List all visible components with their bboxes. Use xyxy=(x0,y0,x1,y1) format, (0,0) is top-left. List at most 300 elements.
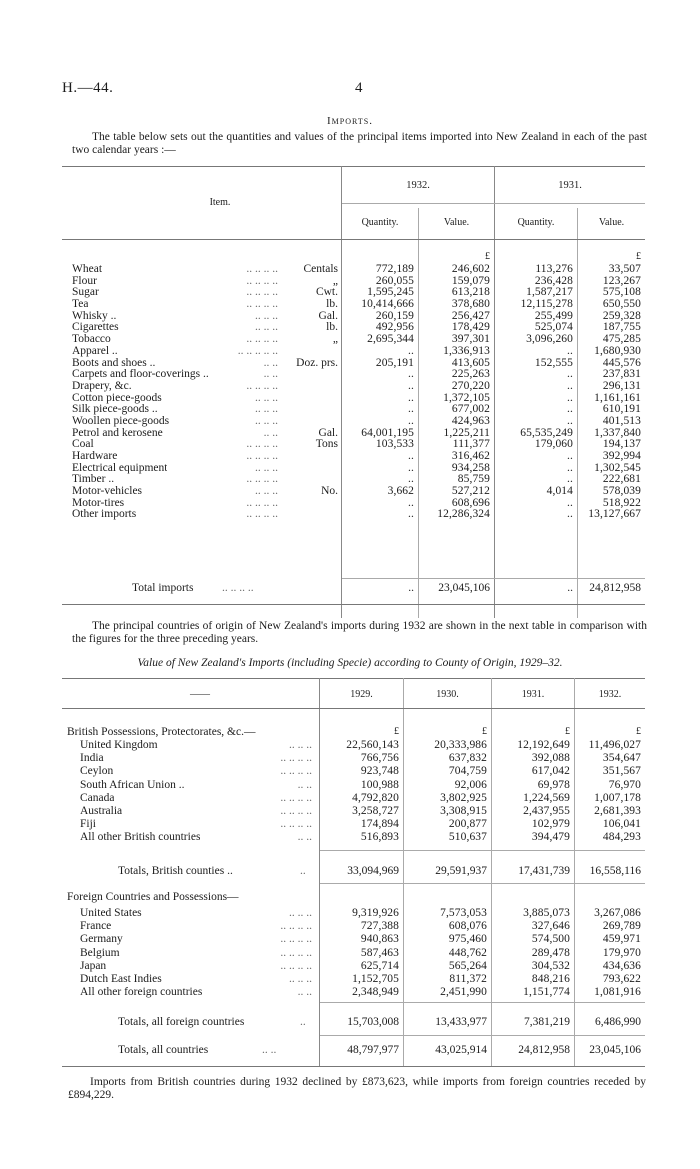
quantity-1932: .. xyxy=(408,414,414,427)
quantity-1932: .. xyxy=(408,391,414,404)
value-1929: 727,388 xyxy=(360,920,399,933)
value-1931: 392,088 xyxy=(531,752,570,765)
value-1932: 613,218 xyxy=(451,286,490,299)
value-1931: 1,337,840 xyxy=(594,426,641,439)
table-row xyxy=(0,368,700,380)
value-1932: 434,636 xyxy=(602,959,641,972)
country-name: France xyxy=(80,920,112,933)
leader-dots: .. .. .. .. xyxy=(246,379,278,392)
leader-dots: .. .. .. .. xyxy=(280,946,312,959)
unit: lb. xyxy=(326,321,338,334)
value-1931: 617,042 xyxy=(531,765,570,778)
table-row xyxy=(0,275,700,287)
quantity-1931: .. xyxy=(567,403,573,416)
value-1930: 200,877 xyxy=(448,818,487,831)
total-q1931: .. xyxy=(567,582,573,594)
leader-dots: .. .. .. .. xyxy=(280,804,312,817)
value-1931-header: Value. xyxy=(598,217,625,228)
value-1932: 316,462 xyxy=(451,450,490,462)
item-name: Motor-vehicles xyxy=(72,485,143,498)
foreign-total-top-rule xyxy=(320,1002,645,1003)
country-name: India xyxy=(80,752,104,765)
table-row xyxy=(0,485,700,497)
table-row xyxy=(0,739,700,752)
table-bottom-rule xyxy=(62,604,645,605)
foreign-heading: Foreign Countries and Possessions— xyxy=(67,891,239,903)
table-row xyxy=(0,286,700,298)
country-name: Japan xyxy=(80,959,107,972)
value-1932: 246,602 xyxy=(451,263,490,275)
unit: Cwt. xyxy=(315,286,338,299)
leader-dots: .. .. .. xyxy=(255,414,278,427)
value-1932: 1,372,105 xyxy=(443,391,490,404)
foreign-total-1929: 15,703,008 xyxy=(347,1016,399,1028)
quantity-1932: .. xyxy=(408,344,414,357)
table-row xyxy=(0,960,700,973)
grand-total-1929: 48,797,977 xyxy=(347,1044,399,1056)
item-name: Carpets and floor-coverings .. xyxy=(72,368,209,381)
value-1929: 2,348,949 xyxy=(352,986,399,999)
pound-sign-1929: £ xyxy=(394,726,399,737)
value-1930: 20,333,986 xyxy=(434,739,487,751)
unit: Tons xyxy=(315,438,338,451)
country-name: Ceylon xyxy=(80,765,114,778)
value-1932: 527,212 xyxy=(451,485,490,498)
total-imports-dots: .. .. .. .. xyxy=(222,582,254,594)
value-1931: 2,437,955 xyxy=(523,804,570,817)
value-1929: 923,748 xyxy=(360,765,399,778)
value-1932: 256,427 xyxy=(451,309,490,322)
value-1931: 610,191 xyxy=(602,403,641,416)
value-1929: 625,714 xyxy=(360,959,399,972)
unit: No. xyxy=(321,485,338,498)
value-1931: 1,161,161 xyxy=(594,391,641,404)
value-1932: 225,263 xyxy=(451,368,490,381)
country-name: South African Union .. xyxy=(80,778,185,791)
quantity-1931: 113,276 xyxy=(535,263,573,275)
quantity-1931: 525,074 xyxy=(534,321,573,334)
value-1932: 677,002 xyxy=(451,403,490,416)
leader-dots: .. .. .. xyxy=(289,739,312,751)
country-name: All other foreign countries xyxy=(80,986,203,999)
value-1932: 934,258 xyxy=(451,461,490,474)
value-1931: 13,127,667 xyxy=(588,508,641,521)
quantity-1932: .. xyxy=(408,368,414,381)
quantity-1931: 4,014 xyxy=(546,485,573,498)
value-1930: 811,372 xyxy=(449,972,487,985)
quantity-1931: .. xyxy=(567,414,573,427)
value-1932: 351,567 xyxy=(602,765,641,778)
table-row xyxy=(0,907,700,920)
table-row xyxy=(0,310,700,322)
british-heading: British Possessions, Protectorates, &c.— xyxy=(67,726,256,738)
value-1932: 424,963 xyxy=(451,414,490,427)
item-column-header: Item. xyxy=(209,197,231,208)
quantity-1932: 205,191 xyxy=(375,356,414,369)
leader-dots: .. .. .. xyxy=(255,321,278,334)
total-v1932: 23,045,106 xyxy=(438,582,490,594)
value-1932: 1,225,211 xyxy=(443,426,490,439)
value-1931: 194,137 xyxy=(602,438,641,451)
foreign-total-1932: 6,486,990 xyxy=(595,1016,641,1028)
value-1931: 1,151,774 xyxy=(523,986,570,999)
unit: Gal. xyxy=(318,426,338,439)
leader-dots: .. .. .. .. xyxy=(246,298,278,311)
value-1930: 565,264 xyxy=(448,959,487,972)
unit: „ xyxy=(332,274,338,287)
value-1931: 575,108 xyxy=(602,286,641,299)
value-1932: 459,971 xyxy=(602,933,641,946)
british-total-top-rule xyxy=(320,850,645,851)
unit: Centals xyxy=(303,263,338,275)
table-row xyxy=(0,497,700,509)
leader-dots: .. .. .. xyxy=(255,391,278,404)
leader-dots: .. .. xyxy=(297,986,312,999)
item-name: Silk piece-goods .. xyxy=(72,403,158,416)
quantity-1932: 3,662 xyxy=(387,485,414,498)
foreign-rows xyxy=(0,907,700,999)
imports-items-rows xyxy=(0,263,700,520)
value-1931: 296,131 xyxy=(602,379,641,392)
quantity-1931: 152,555 xyxy=(534,356,573,369)
value-1931: 102,979 xyxy=(531,818,570,831)
quantity-1932: .. xyxy=(408,473,414,486)
value-1930: 3,308,915 xyxy=(440,804,487,817)
item-name: Whisky .. xyxy=(72,309,117,322)
total-imports-label: Total imports xyxy=(132,582,194,594)
item-name: Woollen piece-goods xyxy=(72,414,170,427)
item-name: Cotton piece-goods xyxy=(72,391,162,404)
countries-paragraph: The principal countries of origin of New Zealand's imports during 1932 are shown in the next table in comparison with the figures for the three preceding years. xyxy=(72,620,647,645)
country-name: Belgium xyxy=(80,946,120,959)
table-row xyxy=(0,947,700,960)
value-1932: 179,970 xyxy=(602,946,641,959)
table-row xyxy=(0,462,700,474)
intro-paragraph: The table below sets out the quantities and values of the principal items imported into New Zealand in each of the past two calendar years :— xyxy=(72,131,647,156)
value-1929: 940,863 xyxy=(360,933,399,946)
year-header-rule xyxy=(342,203,645,204)
leader-dots: .. .. .. .. xyxy=(246,263,278,275)
item-name: Petrol and kerosene xyxy=(72,426,163,439)
leader-dots: .. .. xyxy=(263,426,278,439)
table-header-rule xyxy=(62,239,645,240)
value-1932: 76,970 xyxy=(608,778,641,791)
value-1931: 848,216 xyxy=(531,972,570,985)
quantity-1931: 179,060 xyxy=(534,438,573,451)
leader-dots: .. .. .. .. xyxy=(246,333,278,346)
value-1932: 178,429 xyxy=(451,321,490,334)
country-name: United States xyxy=(80,907,142,919)
value-1931: 259,328 xyxy=(602,309,641,322)
quantity-1932: 2,695,344 xyxy=(367,333,414,346)
leader-dots: .. .. .. xyxy=(255,461,278,474)
quantity-1931: 65,535,249 xyxy=(520,426,573,439)
leader-dots: .. .. .. .. xyxy=(246,286,278,299)
unit: Doz. prs. xyxy=(296,356,338,369)
quantity-1932: .. xyxy=(408,403,414,416)
pound-sign-1931: £ xyxy=(565,726,570,737)
table-row xyxy=(0,986,700,999)
leader-dots: .. .. .. .. xyxy=(280,765,312,778)
quantity-1932: 1,595,245 xyxy=(367,286,414,299)
value-1931: 12,192,649 xyxy=(517,739,570,751)
value-1932: 378,680 xyxy=(451,298,490,311)
table-row xyxy=(0,345,700,357)
value-1930: 704,759 xyxy=(448,765,487,778)
leader-dots: .. .. .. .. xyxy=(246,496,278,509)
leader-dots: .. .. .. xyxy=(289,972,312,985)
table-row xyxy=(0,973,700,986)
footer-paragraph: Imports from British countries during 1932 declined by £873,623, while imports from foreign countries receded by £894,229. xyxy=(68,1076,646,1101)
table-top-rule xyxy=(62,166,645,167)
table-row xyxy=(0,392,700,404)
document-reference: H.—44. xyxy=(62,80,114,96)
grand-total-1931: 24,812,958 xyxy=(518,1044,570,1056)
value-1932: 12,286,324 xyxy=(437,508,490,521)
leader-dots: .. .. .. .. xyxy=(280,791,312,804)
leader-dots: .. .. .. .. xyxy=(280,933,312,946)
quantity-1932-header: Quantity. xyxy=(361,217,399,228)
table-row xyxy=(0,779,700,792)
value-1932: 793,622 xyxy=(602,972,641,985)
unit: „ xyxy=(332,333,338,346)
value-1932: 106,041 xyxy=(602,818,641,831)
item-name: Other imports xyxy=(72,508,137,521)
value-1932: 3,267,086 xyxy=(594,907,641,919)
value-1931: 401,513 xyxy=(602,414,641,427)
table-row xyxy=(0,805,700,818)
item-name: Electrical equipment xyxy=(72,461,168,474)
value-1930: 448,762 xyxy=(448,946,487,959)
total-q1932: .. xyxy=(408,582,414,594)
value-1932: 608,696 xyxy=(451,496,490,509)
british-total-1931: 17,431,739 xyxy=(518,865,570,877)
table-row xyxy=(0,380,700,392)
quantity-1931: .. xyxy=(567,368,573,381)
value-1932: 11,496,027 xyxy=(588,739,641,751)
value-1932: 270,220 xyxy=(451,379,490,392)
value-1931: 1,680,930 xyxy=(594,344,641,357)
quantity-1931: .. xyxy=(567,450,573,462)
total-top-rule xyxy=(342,578,645,579)
table-row xyxy=(0,263,700,275)
year-1932-header: 1932. xyxy=(598,689,622,700)
unit: lb. xyxy=(326,298,338,311)
country-name: United Kingdom xyxy=(80,739,158,751)
country-name: Dutch East Indies xyxy=(80,972,162,985)
value-1931: 578,039 xyxy=(602,485,641,498)
value-1930: 975,460 xyxy=(448,933,487,946)
item-name: Tea xyxy=(72,298,89,311)
quantity-1932: 10,414,666 xyxy=(361,298,414,311)
quantity-1931: 1,587,217 xyxy=(526,286,573,299)
grand-total-label: Totals, all countries xyxy=(118,1044,209,1056)
value-1931: 69,978 xyxy=(537,778,570,791)
value-1931: 123,267 xyxy=(602,274,641,287)
value-1931: 445,576 xyxy=(602,356,641,369)
value-1931: 187,755 xyxy=(602,321,641,334)
value-1932: 159,079 xyxy=(451,274,490,287)
quantity-1932: 260,159 xyxy=(375,309,414,322)
year-1931-header: 1931. xyxy=(558,180,582,191)
year-1931-header: 1931. xyxy=(521,689,545,700)
value-1932: 1,336,913 xyxy=(443,344,490,357)
leader-dots: .. .. xyxy=(297,778,312,791)
pound-sign-1931: £ xyxy=(636,251,641,262)
item-name: Motor-tires xyxy=(72,496,125,509)
quantity-1931: .. xyxy=(567,508,573,521)
table-row xyxy=(0,450,700,462)
foreign-total-dots: .. xyxy=(300,1016,306,1028)
quantity-1932: 772,189 xyxy=(375,263,414,275)
grand-total-dots: .. .. xyxy=(262,1044,277,1056)
value-1932: 484,293 xyxy=(602,831,641,844)
quantity-1932: .. xyxy=(408,461,414,474)
british-total-dots: .. xyxy=(300,865,306,877)
british-total-1929: 33,094,969 xyxy=(347,865,399,877)
country-name: Germany xyxy=(80,933,123,946)
value-1931: 33,507 xyxy=(608,263,641,275)
leader-dots: .. .. xyxy=(263,368,278,381)
value-1929: 3,258,727 xyxy=(352,804,399,817)
table-row xyxy=(0,415,700,427)
leader-dots: .. .. .. .. xyxy=(280,752,312,765)
british-rows xyxy=(0,739,700,845)
foreign-total-bottom-rule xyxy=(320,1035,645,1036)
value-1930: 7,573,053 xyxy=(440,907,487,919)
table2-caption: Value of New Zealand's Imports (including Specie) according to County of Origin, 1929–32. xyxy=(137,657,563,669)
leader-dots: .. .. .. .. xyxy=(246,508,278,521)
british-total-1932: 16,558,116 xyxy=(589,865,641,877)
value-1931: 327,646 xyxy=(531,920,570,933)
item-name: Hardware xyxy=(72,450,118,462)
leader-dots: .. .. .. xyxy=(255,309,278,322)
value-1930: 92,006 xyxy=(454,778,487,791)
value-1931: 392,994 xyxy=(602,450,641,462)
item-name: Cigarettes xyxy=(72,321,119,334)
value-1931: 3,885,073 xyxy=(523,907,570,919)
quantity-1931: 3,096,260 xyxy=(526,333,573,346)
quantity-1931: .. xyxy=(567,461,573,474)
quantity-1932: 64,001,195 xyxy=(361,426,414,439)
item-name: Sugar xyxy=(72,286,99,299)
value-1931: 237,831 xyxy=(602,368,641,381)
item-name: Flour xyxy=(72,274,97,287)
pound-sign-1930: £ xyxy=(482,726,487,737)
leader-dots: .. .. .. .. xyxy=(246,274,278,287)
value-1929: 174,894 xyxy=(360,818,399,831)
value-1931: 222,681 xyxy=(602,473,641,486)
quantity-1931: .. xyxy=(567,473,573,486)
country-name: Fiji xyxy=(80,818,96,831)
leader-dots: .. .. .. .. xyxy=(280,959,312,972)
country-name: Australia xyxy=(80,804,123,817)
leader-dots: .. .. .. .. xyxy=(246,438,278,451)
british-total-1930: 29,591,937 xyxy=(435,865,487,877)
leader-dots: .. .. .. xyxy=(255,403,278,416)
quantity-1932: 492,956 xyxy=(375,321,414,334)
quantity-1932: .. xyxy=(408,496,414,509)
british-total-bottom-rule xyxy=(320,883,645,884)
value-1932: 269,789 xyxy=(602,920,641,933)
item-name: Drapery, &c. xyxy=(72,379,132,392)
value-1931: 394,479 xyxy=(531,831,570,844)
item-name: Boots and shoes .. xyxy=(72,356,156,369)
leader-dots: .. .. xyxy=(263,356,278,369)
grand-total-1932: 23,045,106 xyxy=(589,1044,641,1056)
table2-bottom-rule xyxy=(62,1066,645,1067)
quantity-1931: .. xyxy=(567,391,573,404)
year-1929-header: 1929. xyxy=(350,689,373,700)
grand-total-1930: 43,025,914 xyxy=(435,1044,487,1056)
leader-dots: .. .. .. xyxy=(255,485,278,498)
value-1932: 111,377 xyxy=(452,438,490,451)
foreign-total-1930: 13,433,977 xyxy=(435,1016,487,1028)
value-1932: 354,647 xyxy=(602,752,641,765)
table-row xyxy=(0,508,700,520)
table-row xyxy=(0,333,700,345)
pound-sign-1932: £ xyxy=(485,251,490,262)
value-1930: 608,076 xyxy=(448,920,487,933)
leader-dots: .. .. xyxy=(297,831,312,844)
value-1932-header: Value. xyxy=(443,217,470,228)
value-1932: 1,007,178 xyxy=(594,791,641,804)
leader-dots: .. .. .. .. xyxy=(246,450,278,462)
leader-dots: .. .. .. .. xyxy=(280,920,312,933)
pound-sign-1932: £ xyxy=(636,726,641,737)
year-1932-header: 1932. xyxy=(406,180,430,191)
item-name: Wheat xyxy=(72,263,103,275)
page-number: 4 xyxy=(355,80,363,96)
leader-dots: .. .. .. xyxy=(289,907,312,919)
quantity-1931-header: Quantity. xyxy=(517,217,555,228)
value-1929: 9,319,926 xyxy=(352,907,399,919)
value-1929: 100,988 xyxy=(360,778,399,791)
quantity-1931: .. xyxy=(567,496,573,509)
country-name: Canada xyxy=(80,791,115,804)
table2-top-rule xyxy=(62,678,645,679)
quantity-1931: 255,499 xyxy=(534,309,573,322)
item-name: Apparel .. xyxy=(72,344,118,357)
value-1931: 304,532 xyxy=(531,959,570,972)
table-row xyxy=(0,298,700,310)
country-name: All other British countries xyxy=(80,831,201,844)
quantity-1931: 236,428 xyxy=(534,274,573,287)
value-1931: 289,478 xyxy=(531,946,570,959)
quantity-1932: 260,055 xyxy=(375,274,414,287)
table-row xyxy=(0,321,700,333)
foreign-total-label: Totals, all foreign countries xyxy=(118,1016,245,1028)
leader-dots: .. .. .. .. xyxy=(280,818,312,831)
value-1930: 2,451,990 xyxy=(440,986,487,999)
value-1932: 2,681,393 xyxy=(594,804,641,817)
value-1931: 1,302,545 xyxy=(594,461,641,474)
value-1929: 766,756 xyxy=(360,752,399,765)
value-1930: 3,802,925 xyxy=(440,791,487,804)
table-row xyxy=(0,438,700,450)
quantity-1932: .. xyxy=(408,379,414,392)
foreign-total-1931: 7,381,219 xyxy=(524,1016,570,1028)
country-column-dash: —— xyxy=(190,689,210,700)
table-row xyxy=(0,818,700,831)
value-1931: 574,500 xyxy=(531,933,570,946)
value-1929: 4,792,820 xyxy=(352,791,399,804)
item-name: Timber .. xyxy=(72,473,115,486)
value-1932: 413,605 xyxy=(451,356,490,369)
value-1931: 518,922 xyxy=(602,496,641,509)
unit: Gal. xyxy=(318,309,338,322)
value-1929: 22,560,143 xyxy=(346,739,399,751)
